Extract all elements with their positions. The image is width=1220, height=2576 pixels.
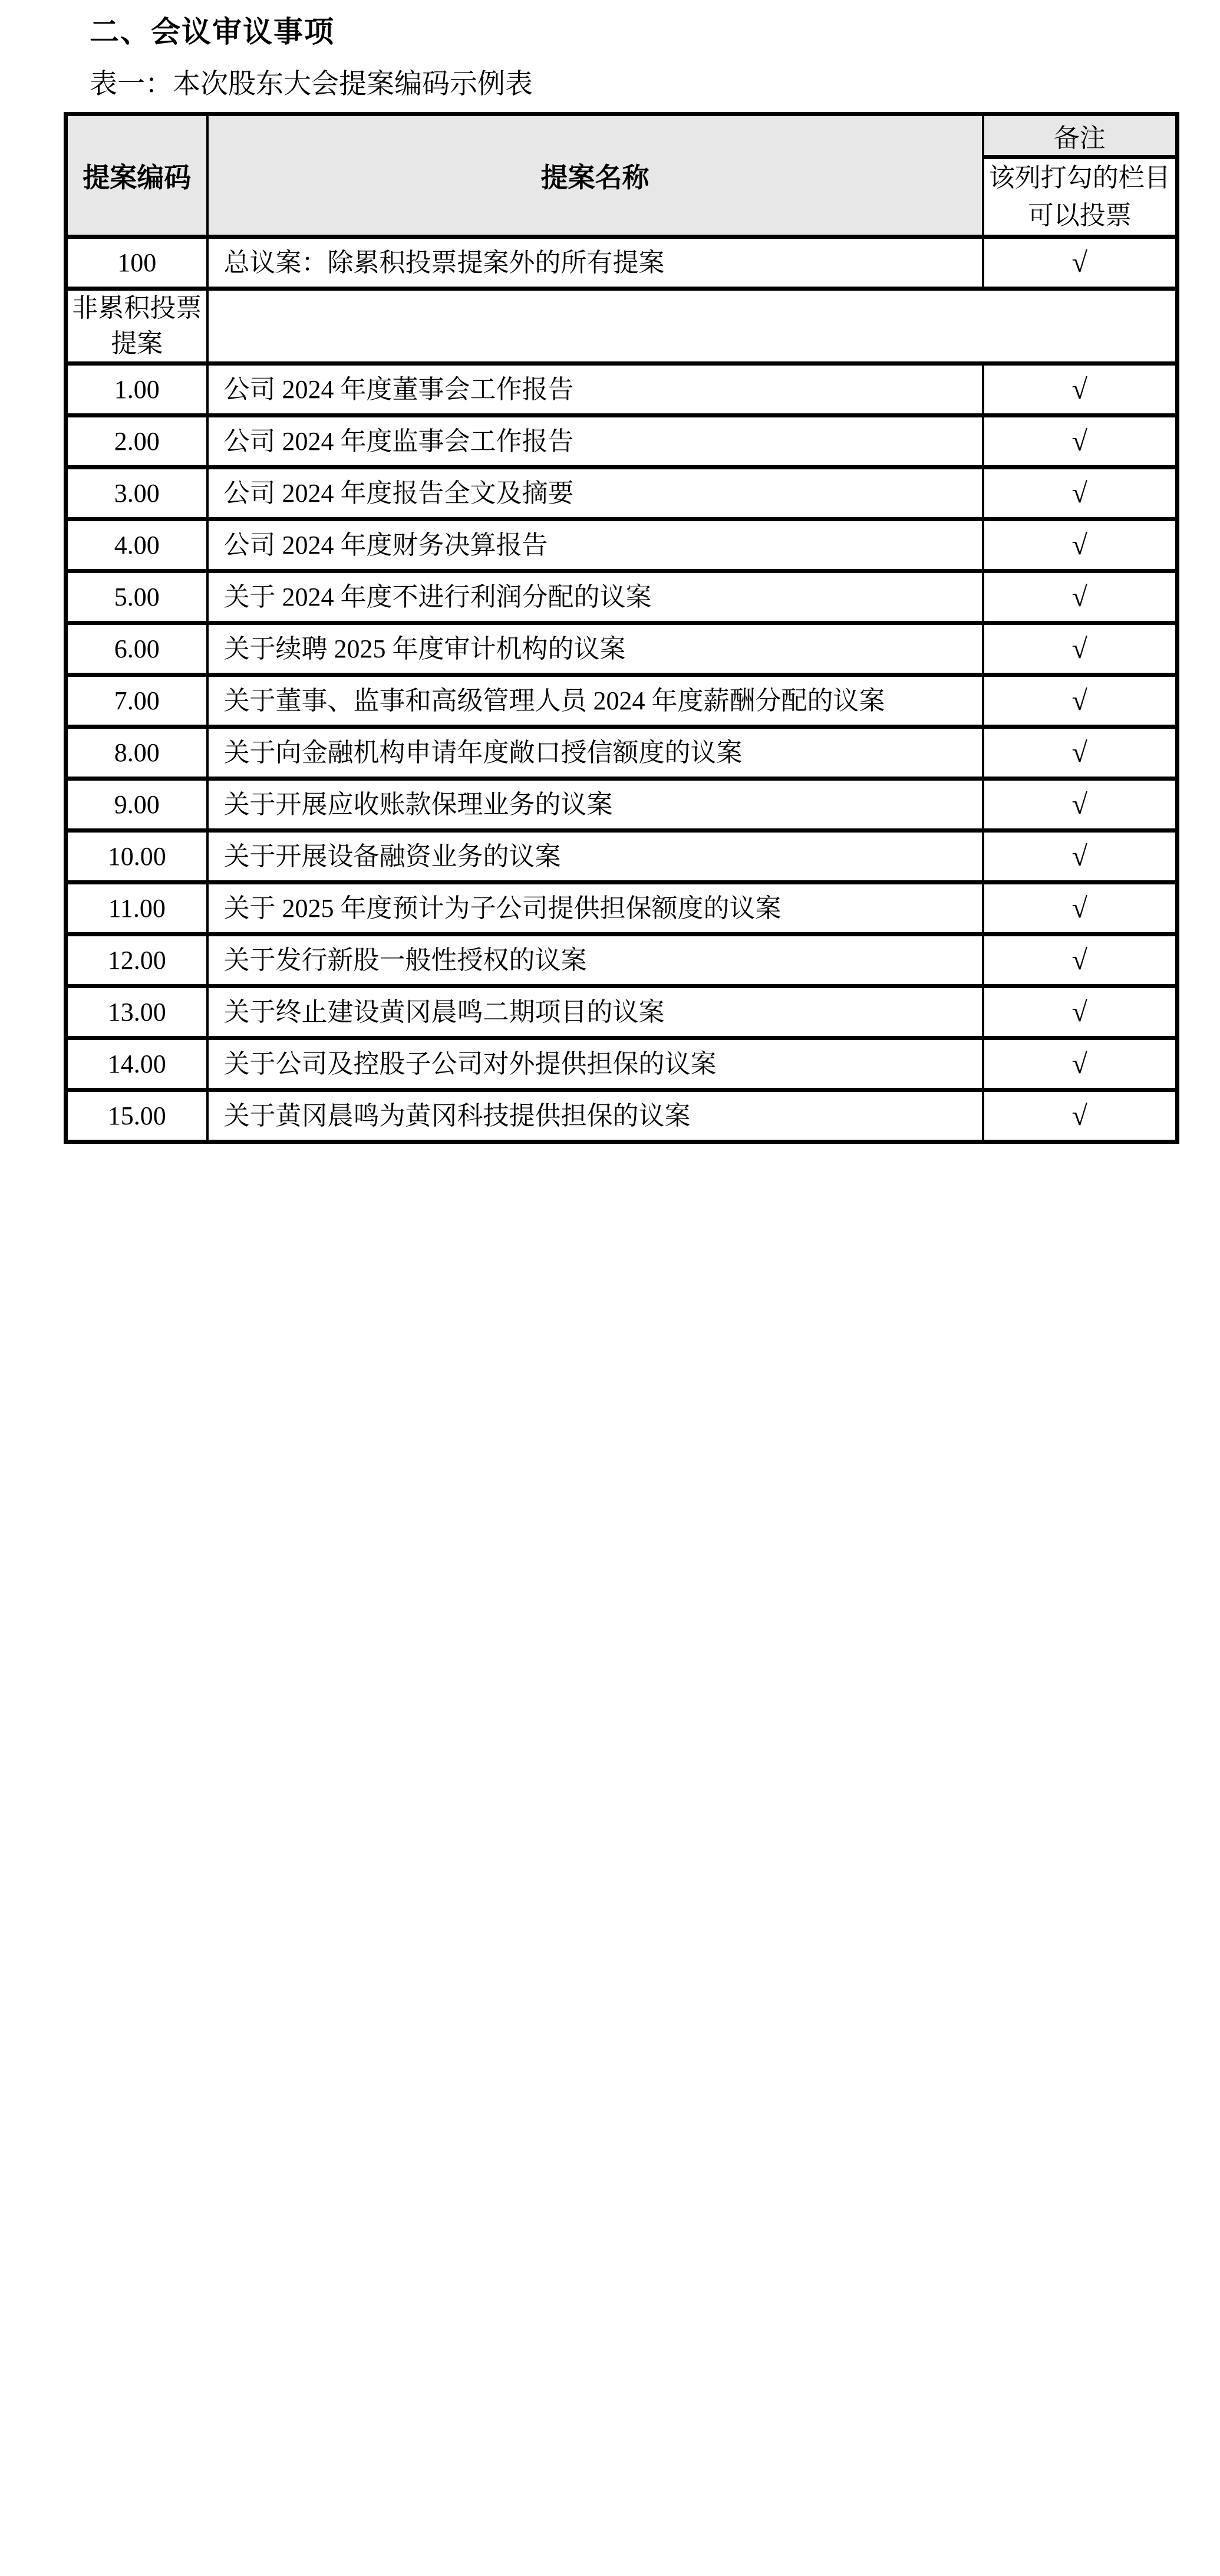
proposal-name-cell — [207, 289, 1178, 364]
header-remark-note: 该列打勾的栏目可以投票 — [983, 157, 1178, 237]
proposal-check-cell: √ — [983, 468, 1178, 519]
table-row — [66, 416, 1178, 468]
section-2-heading: 二、会议审议事项 — [90, 15, 335, 48]
proposal-code-cell: 11.00 — [66, 883, 207, 935]
table-row — [66, 1038, 1178, 1090]
proposal-code-cell: 6.00 — [66, 623, 207, 675]
proposal-code-cell: 5.00 — [66, 571, 207, 623]
proposal-code-cell: 非累积投票提案 — [66, 289, 207, 364]
proposal-name-cell: 公司 2024 年度报告全文及摘要 — [207, 468, 983, 519]
table-row — [66, 883, 1178, 935]
table-row — [66, 1090, 1178, 1142]
proposal-check-cell: √ — [983, 571, 1178, 623]
proposal-code-cell: 10.00 — [66, 831, 207, 883]
table-row — [66, 986, 1178, 1038]
proposal-code-cell: 4.00 — [66, 519, 207, 571]
table-row — [66, 727, 1178, 779]
proposal-name-cell: 关于终止建设黄冈晨鸣二期项目的议案 — [207, 986, 983, 1038]
proposal-code-cell: 13.00 — [66, 986, 207, 1038]
header-proposal-name: 提案名称 — [207, 114, 983, 237]
proposal-name-cell: 总议案：除累积投票提案外的所有提案 — [207, 237, 983, 289]
proposal-check-cell: √ — [983, 623, 1178, 675]
table-row — [66, 675, 1178, 727]
proposal-name-cell: 关于开展设备融资业务的议案 — [207, 831, 983, 883]
proposal-code-cell: 15.00 — [66, 1090, 207, 1142]
proposal-code-cell: 9.00 — [66, 779, 207, 831]
proposal-name-cell: 关于黄冈晨鸣为黄冈科技提供担保的议案 — [207, 1090, 983, 1142]
table-row — [66, 571, 1178, 623]
table-row — [66, 831, 1178, 883]
proposal-name-cell: 关于公司及控股子公司对外提供担保的议案 — [207, 1038, 983, 1090]
table-row — [66, 468, 1178, 519]
proposal-check-cell: √ — [983, 883, 1178, 935]
proposal-check-cell: √ — [983, 1090, 1178, 1142]
proposal-name-cell: 公司 2024 年度董事会工作报告 — [207, 364, 983, 416]
proposal-name-cell: 关于开展应收账款保理业务的议案 — [207, 779, 983, 831]
proposal-name-cell: 关于董事、监事和高级管理人员 2024 年度薪酬分配的议案 — [207, 675, 983, 727]
proposal-name-cell: 关于 2024 年度不进行利润分配的议案 — [207, 571, 983, 623]
proposal-name-cell: 公司 2024 年度监事会工作报告 — [207, 416, 983, 468]
proposal-table-header — [66, 114, 1178, 237]
proposal-check-cell: √ — [983, 779, 1178, 831]
table-row — [66, 519, 1178, 571]
table-row — [66, 935, 1178, 986]
proposal-check-cell: √ — [983, 519, 1178, 571]
proposal-name-cell: 公司 2024 年度财务决算报告 — [207, 519, 983, 571]
table-row — [66, 237, 1178, 289]
proposal-code-cell: 3.00 — [66, 468, 207, 519]
document-page — [0, 0, 1220, 1144]
proposal-check-cell: √ — [983, 935, 1178, 986]
proposal-check-cell: √ — [983, 831, 1178, 883]
proposal-name-cell: 关于续聘 2025 年度审计机构的议案 — [207, 623, 983, 675]
proposal-code-cell: 1.00 — [66, 364, 207, 416]
proposal-code-cell: 100 — [66, 237, 207, 289]
proposal-check-cell: √ — [983, 675, 1178, 727]
proposal-name-cell: 关于发行新股一般性授权的议案 — [207, 935, 983, 986]
proposal-check-cell: √ — [983, 237, 1178, 289]
proposal-code-cell: 7.00 — [66, 675, 207, 727]
proposal-name-cell: 关于向金融机构申请年度敞口授信额度的议案 — [207, 727, 983, 779]
table-row — [66, 289, 1178, 364]
proposal-code-table — [64, 112, 1179, 1144]
proposal-check-cell: √ — [983, 416, 1178, 468]
table-caption: 表一：本次股东大会提案编码示例表 — [90, 69, 533, 100]
proposal-check-cell: √ — [983, 727, 1178, 779]
table-row — [66, 364, 1178, 416]
proposal-check-cell: √ — [983, 364, 1178, 416]
proposal-code-cell: 8.00 — [66, 727, 207, 779]
proposal-code-cell: 12.00 — [66, 935, 207, 986]
proposal-table-body — [66, 237, 1178, 1142]
proposal-code-cell: 2.00 — [66, 416, 207, 468]
proposal-name-cell: 关于 2025 年度预计为子公司提供担保额度的议案 — [207, 883, 983, 935]
table-row — [66, 623, 1178, 675]
header-proposal-code: 提案编码 — [66, 114, 207, 237]
proposal-check-cell: √ — [983, 1038, 1178, 1090]
proposal-code-cell: 14.00 — [66, 1038, 207, 1090]
header-remark: 备注 — [983, 114, 1178, 157]
proposal-check-cell: √ — [983, 986, 1178, 1038]
table-row — [66, 779, 1178, 831]
